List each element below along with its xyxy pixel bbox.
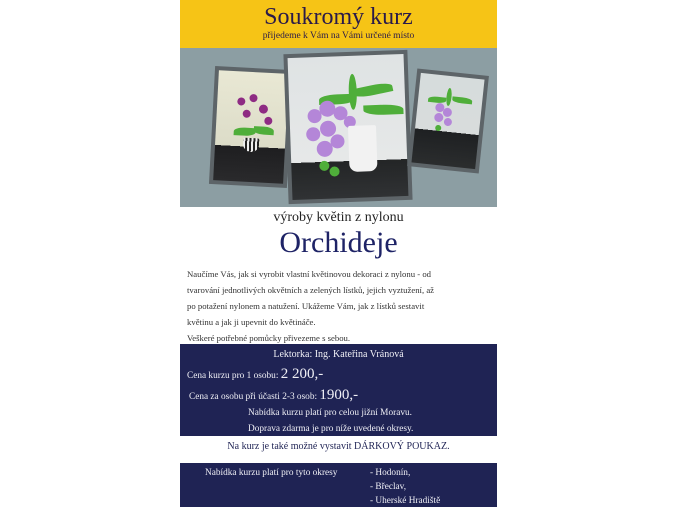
course-description [187, 266, 495, 346]
description-line: po potažení nylonem a natužení. Ukážeme Vám, jak z lístků sestavit [187, 301, 425, 311]
description-line: květinu a jak ji upevnit do květináče. [187, 317, 316, 327]
district-item: - Břeclav, [370, 482, 407, 492]
white-vase-icon [348, 125, 378, 172]
course-poster [180, 0, 497, 507]
price-single-value: 2 200,- [280, 366, 324, 382]
banner-subtitle: přijedeme k Vám na Vámi určené místo [262, 31, 415, 41]
price-group-label: Cena za osobu při účasti 2-3 osob: [189, 392, 318, 402]
districts-box [180, 463, 497, 507]
description-line: tvarování jednotlivých okvětních a zelených lístků, jejich vyztužení, až [187, 285, 435, 295]
district-item: - Hodonín, [370, 468, 411, 478]
course-title: Orchideje [279, 226, 398, 259]
photo-frame-right [407, 69, 489, 174]
price-group [189, 387, 358, 404]
photo-frame-left [209, 66, 293, 188]
photo-frame-center [283, 50, 412, 204]
header-banner [180, 0, 497, 48]
info-box [180, 344, 497, 436]
gift-voucher-note: Na kurz je také možné vystavit DÁRKOVÝ POUKAZ. [227, 441, 450, 452]
price-single [187, 366, 323, 383]
orchid-photo-collage [180, 48, 497, 207]
course-subtitle: výroby květin z nylonu [273, 210, 404, 225]
district-item: - Uherské Hradiště [370, 496, 441, 506]
description-line: Veškeré potřebné pomůcky přivezeme s sebou. [187, 333, 351, 343]
lecturer: Lektorka: Ing. Kateřina Vránová [273, 349, 404, 360]
offer-note: Nabídka kurzu platí pro celou jižní Moravu. [248, 408, 412, 418]
districts-label: Nabídka kurzu platí pro tyto okresy [205, 468, 338, 478]
orchid-pot-icon [243, 138, 260, 153]
banner-title: Soukromý kurz [264, 4, 413, 30]
price-group-value: 1900,- [319, 387, 359, 403]
price-single-label: Cena kurzu pro 1 osobu: [187, 371, 279, 381]
description-line: Naučíme Vás, jak si vyrobit vlastní květinovou dekoraci z nylonu - od [187, 269, 432, 279]
transport-note: Doprava zdarma je pro níže uvedené okresy. [248, 424, 414, 434]
